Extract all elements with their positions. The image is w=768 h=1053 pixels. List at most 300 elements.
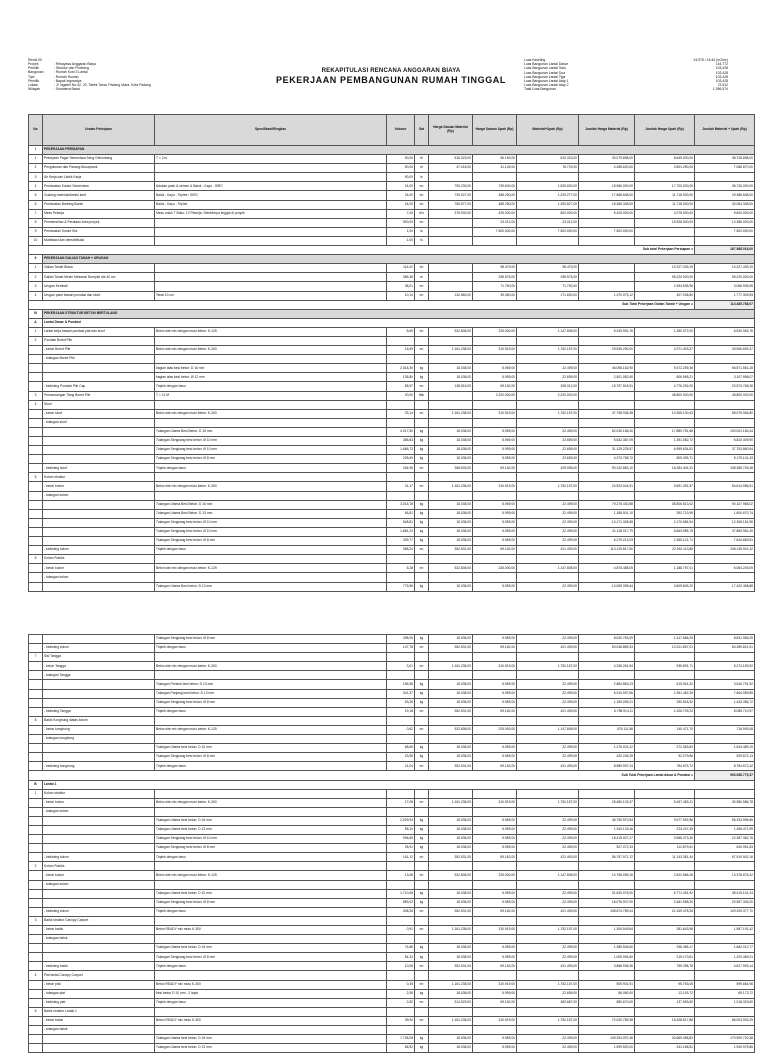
cell-hu: 5.959,00 bbox=[473, 835, 517, 844]
cell-s bbox=[415, 916, 429, 925]
cell-v: 74,88 bbox=[387, 944, 415, 953]
header-right-value: 144,772 bbox=[715, 62, 728, 67]
cell-jm: 6.310.597,66 bbox=[579, 689, 635, 698]
cell-mu: 1.752.157,00 bbox=[517, 482, 579, 491]
table-row bbox=[29, 400, 755, 409]
cell-jt: 3.516.791,92 bbox=[695, 680, 755, 689]
cell-jm: 82.049.168,40 bbox=[579, 427, 635, 436]
cell-no bbox=[29, 725, 43, 734]
cell-jt: 1.220.469,21 bbox=[695, 953, 755, 962]
cell-hm: 765.577,00 bbox=[429, 200, 473, 209]
cell-hm: 18.038,00 bbox=[429, 944, 473, 953]
cell-s: kg bbox=[415, 635, 429, 644]
cell-ju: 2.454.935,96 bbox=[635, 282, 695, 291]
cell-hu bbox=[473, 355, 517, 364]
cell-hm bbox=[429, 716, 473, 725]
cell-mu bbox=[517, 716, 579, 725]
cell-no bbox=[29, 582, 43, 591]
table-row bbox=[29, 862, 755, 871]
cell-jt: 6.810.409,90 bbox=[695, 437, 755, 446]
cell-jm: 56.080,00 bbox=[579, 989, 635, 998]
cell-v bbox=[387, 653, 415, 662]
cell-jt bbox=[695, 355, 755, 364]
table-row bbox=[29, 336, 755, 345]
cell-b: Triplek dengan baso bbox=[155, 907, 387, 916]
cell-a bbox=[43, 680, 155, 689]
cell-s: m² bbox=[415, 546, 429, 555]
cell-s: ls bbox=[415, 173, 429, 182]
cell-hm: 18.038,00 bbox=[429, 1035, 473, 1044]
cell-ju bbox=[635, 1026, 695, 1035]
cell-ju: 2.622.566,26 bbox=[635, 871, 695, 880]
cell-a: Galian Tanah Mesin Mekanis/ Borepile dia 40 cm bbox=[43, 273, 155, 282]
cell-mu: 2.220.000,00 bbox=[517, 391, 579, 400]
cell-jm bbox=[579, 971, 635, 980]
table-row bbox=[29, 707, 755, 716]
cell-jm: 1.005.094,60 bbox=[579, 953, 635, 962]
cell-ju bbox=[635, 173, 695, 182]
cell-s: m² bbox=[415, 962, 429, 971]
cell-ju: 1.188.757,01 bbox=[635, 564, 695, 573]
cell-no bbox=[29, 644, 43, 653]
cell-jt: 37.883.981,49 bbox=[695, 527, 755, 536]
cell-a: Pemancangan Tiang Bored Pile bbox=[43, 391, 155, 400]
cell-a bbox=[43, 953, 155, 962]
cell-a bbox=[43, 364, 155, 373]
table-row bbox=[29, 482, 755, 491]
cell-no bbox=[29, 689, 43, 698]
cell-jt: 30.980.586,78 bbox=[695, 798, 755, 807]
cell-a: - bekisting Pondasi Pile Cap bbox=[43, 382, 155, 391]
cell-mu: 421.493,00 bbox=[517, 907, 579, 916]
cell-no bbox=[29, 546, 43, 555]
cell-hm: 1.161.238,00 bbox=[429, 980, 473, 989]
cell-ju: 10.305.130,43 bbox=[635, 409, 695, 418]
cell-hu: 425.000,00 bbox=[473, 209, 517, 218]
cell-hu bbox=[473, 336, 517, 345]
cell-jt bbox=[695, 716, 755, 725]
cell-s: kg bbox=[415, 1035, 429, 1044]
cell-hm bbox=[429, 671, 473, 680]
cell-jm: 90.132.883,10 bbox=[579, 464, 635, 473]
table-row bbox=[29, 671, 755, 680]
header-value: : Jl. Ngadiri No.42, 20, Tabek Tanai, Padang Utara, Kota Padang bbox=[54, 83, 151, 87]
cell-hu: 310.919,00 bbox=[473, 346, 517, 355]
cell-jm: 1.343.133,46 bbox=[579, 825, 635, 834]
table-row bbox=[29, 962, 755, 971]
table-row bbox=[29, 762, 755, 771]
cell-v: 7,00 bbox=[387, 209, 415, 218]
cell-s: m³ bbox=[415, 482, 429, 491]
header-right-label: Luas Kaveling bbox=[524, 58, 546, 62]
cell-a: Kolom Praktis bbox=[43, 862, 155, 871]
cell-mu bbox=[517, 418, 579, 427]
cell-v: 1,00 bbox=[387, 227, 415, 236]
cell-a: - beton kolom bbox=[43, 564, 155, 573]
cell-jt: 13.378.676,42 bbox=[695, 871, 755, 880]
cell-jm: 18.966.000,00 bbox=[579, 182, 635, 191]
cell-hu: 5.959,00 bbox=[473, 989, 517, 998]
cell-b: Triplek dengan baso bbox=[155, 962, 387, 971]
cell-jt: 108.385.749,48 bbox=[695, 464, 755, 473]
header-value: : Rumah Hunian bbox=[54, 74, 79, 79]
cell-b: Triplek dengan baso bbox=[155, 762, 387, 771]
cell-v bbox=[387, 971, 415, 980]
cell-ju bbox=[635, 789, 695, 798]
cell-no: 3 bbox=[29, 391, 43, 400]
cell-jm: 576.111,56 bbox=[579, 725, 635, 734]
cell-b: Tulangan Utama Besi Beton: D 16 mm bbox=[155, 500, 387, 509]
cell-mu: 1.752.157,00 bbox=[517, 798, 579, 807]
cell-jt: 56.571.561,28 bbox=[695, 364, 755, 373]
cell-v: 68,65 bbox=[387, 744, 415, 753]
cell-v bbox=[387, 880, 415, 889]
cell-v: 16,99 bbox=[387, 346, 415, 355]
table-row bbox=[29, 273, 755, 282]
cell-mu bbox=[517, 473, 579, 482]
cell-b bbox=[155, 916, 387, 925]
cell-jm: 2.884.863,23 bbox=[579, 680, 635, 689]
cell-mu: 421.493,00 bbox=[517, 853, 579, 862]
cell-s: kg bbox=[415, 364, 429, 373]
cell-v: 147,78 bbox=[387, 644, 415, 653]
cell-v: 358,24 bbox=[387, 546, 415, 555]
cell-ju bbox=[635, 573, 695, 582]
header-value: : Sumatera Barat bbox=[54, 87, 80, 92]
table-row bbox=[29, 355, 755, 364]
cell-mu: 22.659,00 bbox=[517, 373, 579, 382]
cell-jt: 3.068.935,96 bbox=[695, 282, 755, 291]
cell-ju: 9.472.259,36 bbox=[635, 364, 695, 373]
cell-hm bbox=[429, 555, 473, 564]
header-label: Bangunan bbox=[28, 70, 44, 75]
cell-no bbox=[29, 944, 43, 953]
cell-ju: 805.305,71 bbox=[635, 455, 695, 464]
table-row bbox=[29, 464, 755, 473]
cell-jt: 1.940.975,86 bbox=[695, 1044, 755, 1053]
cell-mu bbox=[517, 653, 579, 662]
cell-v: 228,69 bbox=[387, 455, 415, 464]
cell-a: Air Kerja dan Listrik Kerja bbox=[43, 173, 155, 182]
section-number: III bbox=[29, 309, 43, 318]
cell-ju: 2.170.684,54 bbox=[635, 518, 695, 527]
cell-no bbox=[29, 898, 43, 907]
cell-jm: 31.118.017,79 bbox=[579, 527, 635, 536]
cell-s: m' bbox=[415, 164, 429, 173]
cell-jt bbox=[695, 573, 755, 582]
cell-hm: 18.038,00 bbox=[429, 989, 473, 998]
cell-v bbox=[387, 735, 415, 744]
cell-hm: 18.038,00 bbox=[429, 744, 473, 753]
cell-hm bbox=[429, 491, 473, 500]
cell-mu bbox=[517, 935, 579, 944]
cell-b: Tulangan Sengkang besi beton: Ø 8 mm bbox=[155, 537, 387, 546]
header-right-label: Total Luas Bangunan bbox=[524, 87, 556, 92]
cell-s bbox=[415, 355, 429, 364]
cell-no bbox=[29, 446, 43, 455]
cell-jm: 31.129.225,97 bbox=[579, 446, 635, 455]
cell-hu: 5.959,00 bbox=[473, 844, 517, 853]
cell-v: 1.681,24 bbox=[387, 527, 415, 536]
cell-hm: 18.038,00 bbox=[429, 680, 473, 689]
cell-no: 8 bbox=[29, 218, 43, 227]
cell-s bbox=[415, 880, 429, 889]
cell-hu: 5.959,00 bbox=[473, 537, 517, 546]
cell-s: kg bbox=[415, 427, 429, 436]
cell-hu bbox=[473, 491, 517, 500]
cell-hm: 352.531,00 bbox=[429, 907, 473, 916]
cell-hm bbox=[429, 227, 473, 236]
cell-jt: 1.018.323,60 bbox=[695, 998, 755, 1007]
cell-jt bbox=[695, 862, 755, 871]
cell-s: m² bbox=[415, 762, 429, 771]
cell-b: bagian atas besi beton: D 16 mm bbox=[155, 364, 387, 373]
cell-jt: 8.831.986,29 bbox=[695, 635, 755, 644]
cell-hu: 5.959,00 bbox=[473, 753, 517, 762]
cell-hu: 5.959,00 bbox=[473, 500, 517, 509]
cell-jt: 1.777.309,53 bbox=[695, 291, 755, 300]
table-row bbox=[29, 255, 755, 264]
cell-mu: 421.493,00 bbox=[517, 707, 579, 716]
cell-hm: 268.633,00 bbox=[429, 464, 473, 473]
cell-a: - bekisting sloof bbox=[43, 464, 155, 473]
cell-hu: 5.959,00 bbox=[473, 680, 517, 689]
cell-a: - beton plat bbox=[43, 980, 155, 989]
cell-jt bbox=[695, 336, 755, 345]
cell-s: kg bbox=[415, 953, 429, 962]
cell-hm bbox=[429, 807, 473, 816]
cell-ju: 11.143.381,44 bbox=[635, 853, 695, 862]
cell-jm: 108.674.789,44 bbox=[579, 907, 635, 916]
cell-hu bbox=[473, 555, 517, 564]
cell-no bbox=[29, 844, 43, 853]
cell-hm bbox=[429, 218, 473, 227]
cell-jt: 640.951,83 bbox=[695, 844, 755, 853]
table-row bbox=[29, 989, 755, 998]
cell-mu: 22.499,00 bbox=[517, 889, 579, 898]
cell-mu: 1.752.157,00 bbox=[517, 1016, 579, 1025]
cell-mu: 1.752.157,00 bbox=[517, 926, 579, 935]
cell-no bbox=[29, 907, 43, 916]
cell-b: Tulangan Utama besi beton: D 16 mm bbox=[155, 1035, 387, 1044]
cell-jm bbox=[579, 1026, 635, 1035]
cell-b bbox=[155, 264, 387, 273]
cell-ju: 92.279,86 bbox=[635, 753, 695, 762]
cell-s: kg bbox=[415, 753, 429, 762]
column-header: Harga Satuan Upah (Rp) bbox=[473, 115, 517, 146]
section-title: Lantai 1 bbox=[43, 780, 755, 789]
cell-jt: 95.220.000,00 bbox=[695, 273, 755, 282]
cell-hu bbox=[473, 862, 517, 871]
cell-ju: 18.284.404,31 bbox=[635, 464, 695, 473]
cell-jt: 100.001.183,44 bbox=[695, 427, 755, 436]
cell-b: Tulangan Sengkang besi beton: Ø 10 mm bbox=[155, 518, 387, 527]
cell-v: 24,00 bbox=[387, 182, 415, 191]
subtotal-value: 167.568.016,00 bbox=[695, 246, 755, 255]
cell-jm bbox=[579, 555, 635, 564]
table-row bbox=[29, 537, 755, 546]
cell-jm: 31.633.076,00 bbox=[579, 889, 635, 898]
cell-b bbox=[155, 1007, 387, 1016]
cell-s bbox=[415, 1007, 429, 1016]
cell-jm bbox=[579, 671, 635, 680]
cell-no: 4 bbox=[29, 182, 43, 191]
cell-mu bbox=[517, 491, 579, 500]
cell-v: 398,09 bbox=[387, 635, 415, 644]
cell-ju: 806.965,21 bbox=[635, 373, 695, 382]
cell-s: kg bbox=[415, 518, 429, 527]
cell-v: 264,96 bbox=[387, 464, 415, 473]
cell-jm: 30.079.898,00 bbox=[579, 155, 635, 164]
cell-hm: 314.529,00 bbox=[429, 998, 473, 1007]
cell-s: kg bbox=[415, 898, 429, 907]
cell-s: kg bbox=[415, 844, 429, 853]
cell-jt: 86.003.903,29 bbox=[695, 1016, 755, 1025]
cell-hm bbox=[429, 336, 473, 345]
cell-jt: 29.386.648,00 bbox=[695, 191, 755, 200]
cell-jt: 716.993,08 bbox=[695, 725, 755, 734]
table-row bbox=[29, 582, 755, 591]
cell-mu: 22.499,00 bbox=[517, 689, 579, 698]
cell-hm bbox=[429, 935, 473, 944]
table-row bbox=[29, 889, 755, 898]
cell-a: Plat lantai Canopy Carport bbox=[43, 971, 155, 980]
cell-ju bbox=[635, 653, 695, 662]
cell-v bbox=[387, 355, 415, 364]
cell-v bbox=[387, 935, 415, 944]
cell-a: Pembuatan Sumur Bor bbox=[43, 227, 155, 236]
column-header: Sat bbox=[415, 115, 429, 146]
table-row bbox=[29, 300, 755, 309]
cell-v: 339,77 bbox=[387, 537, 415, 546]
cell-hm: 352.531,00 bbox=[429, 962, 473, 971]
cell-hm: 922.808,00 bbox=[429, 327, 473, 336]
cell-jt bbox=[695, 653, 755, 662]
table-row bbox=[29, 373, 755, 382]
cell-hu bbox=[473, 916, 517, 925]
cell-a: - tulangan kolom bbox=[43, 491, 155, 500]
cell-hu bbox=[473, 1026, 517, 1035]
cell-v: 24,00 bbox=[387, 200, 415, 209]
cell-hm: 1.161.238,00 bbox=[429, 662, 473, 671]
cell-s: m² bbox=[415, 382, 429, 391]
cell-s: kg bbox=[415, 698, 429, 707]
cell-a bbox=[43, 437, 155, 446]
cell-mu bbox=[517, 971, 579, 980]
cell-hm: 375.000,00 bbox=[429, 209, 473, 218]
cell-v: 28,91 bbox=[387, 844, 415, 853]
cell-ju: 30.669.458,83 bbox=[635, 1035, 695, 1044]
cell-v: 1.710,08 bbox=[387, 889, 415, 898]
table-row bbox=[29, 473, 755, 482]
cell-a: - beton balok bbox=[43, 926, 155, 935]
cell-ju bbox=[635, 336, 695, 345]
cell-b: Triplek dengan baso bbox=[155, 464, 387, 473]
cell-v: 0,91 bbox=[387, 926, 415, 935]
cell-b bbox=[155, 716, 387, 725]
cell-jm: 1.305.545,84 bbox=[579, 926, 635, 935]
cell-jt: 54.614.986,51 bbox=[695, 482, 755, 491]
document-title-small: REKAPITULASI RENCANA ANGGARAN BIAYA bbox=[321, 68, 461, 74]
cell-ju: 15.926.000,00 bbox=[635, 218, 695, 227]
table-row bbox=[29, 173, 755, 182]
cell-mu: 1.752.157,00 bbox=[517, 346, 579, 355]
cell-a: Pembuatan Kantor Sementara bbox=[43, 182, 155, 191]
cell-mu bbox=[517, 355, 579, 364]
cell-hu: 5.959,00 bbox=[473, 364, 517, 373]
cell-s: kg bbox=[415, 835, 429, 844]
cell-s: kg bbox=[415, 816, 429, 825]
cell-hm: 1.161.238,00 bbox=[429, 1016, 473, 1025]
cell-ju: 10.221.857,01 bbox=[635, 644, 695, 653]
cell-s bbox=[415, 735, 429, 744]
cell-b: Adukan pasir & semen & Balok - Kayu - SIRC bbox=[155, 182, 387, 191]
cell-jm: 432.246,25 bbox=[579, 753, 635, 762]
cell-hm: 18.038,00 bbox=[429, 889, 473, 898]
subtotal-value: 114.485.788,07 bbox=[695, 300, 755, 309]
cell-ju: 112.879,61 bbox=[635, 844, 695, 853]
cell-a: Balok struktur Lantai 1 bbox=[43, 1007, 155, 1016]
cell-jm: 5.425.000,00 bbox=[579, 209, 635, 218]
cell-ju bbox=[635, 971, 695, 980]
cell-a: - bekisting konghung bbox=[43, 762, 155, 771]
cell-s: kg bbox=[415, 582, 429, 591]
cell-mu bbox=[517, 807, 579, 816]
cell-v: 0,35 bbox=[387, 980, 415, 989]
cell-a: - tulangan Bored Pile bbox=[43, 355, 155, 364]
cell-ju: 619.924,32 bbox=[635, 680, 695, 689]
cell-no: 1 bbox=[29, 327, 43, 336]
cell-b: Beton READY mix mutu K-300 bbox=[155, 980, 387, 989]
cell-hu: 31.125,00 bbox=[473, 164, 517, 173]
cell-s: kg bbox=[415, 500, 429, 509]
cell-jt: 90.107.968,02 bbox=[695, 500, 755, 509]
cell-v: 23,55 bbox=[387, 753, 415, 762]
cell-a bbox=[43, 825, 155, 834]
cell-a: - tulangan sloof bbox=[43, 418, 155, 427]
cell-jm bbox=[579, 236, 635, 245]
cell-a bbox=[43, 509, 155, 518]
header-label: Proyek bbox=[28, 62, 39, 66]
cell-hu: 71.750,00 bbox=[473, 282, 517, 291]
cell-v bbox=[387, 573, 415, 582]
cell-b: Balok - Kayu - Triplek / SIRC bbox=[155, 191, 387, 200]
cell-hu: 5.959,00 bbox=[473, 1035, 517, 1044]
cell-jm bbox=[579, 273, 635, 282]
cell-hm: 1.161.238,00 bbox=[429, 409, 473, 418]
cell-b: Beton site mix dengan mutu beton: K-300 bbox=[155, 662, 387, 671]
column-header: Spesifikasi/Ringkas bbox=[155, 115, 387, 146]
cell-v: 3.016,78 bbox=[387, 500, 415, 509]
cell-jm: 1.188.901,10 bbox=[579, 509, 635, 518]
cell-mu: 22.499,00 bbox=[517, 816, 579, 825]
table-row bbox=[29, 391, 755, 400]
cell-no bbox=[29, 527, 43, 536]
table-row bbox=[29, 753, 755, 762]
header-label: Tipe bbox=[28, 74, 35, 79]
cell-jt bbox=[695, 789, 755, 798]
table-row bbox=[29, 698, 755, 707]
cell-ju: 4.371.403,37 bbox=[635, 346, 695, 355]
cell-ju: 935.891,71 bbox=[635, 662, 695, 671]
cell-ju: 21.349.478,26 bbox=[635, 907, 695, 916]
cell-hu: 5.959,00 bbox=[473, 898, 517, 907]
cell-b: Beton site mix dengan mutu beton: K-300 bbox=[155, 798, 387, 807]
cell-v: 17,08 bbox=[387, 798, 415, 807]
cell-mu: 429.995,00 bbox=[517, 464, 579, 473]
cell-s: kg bbox=[415, 455, 429, 464]
cell-hm bbox=[429, 273, 473, 282]
